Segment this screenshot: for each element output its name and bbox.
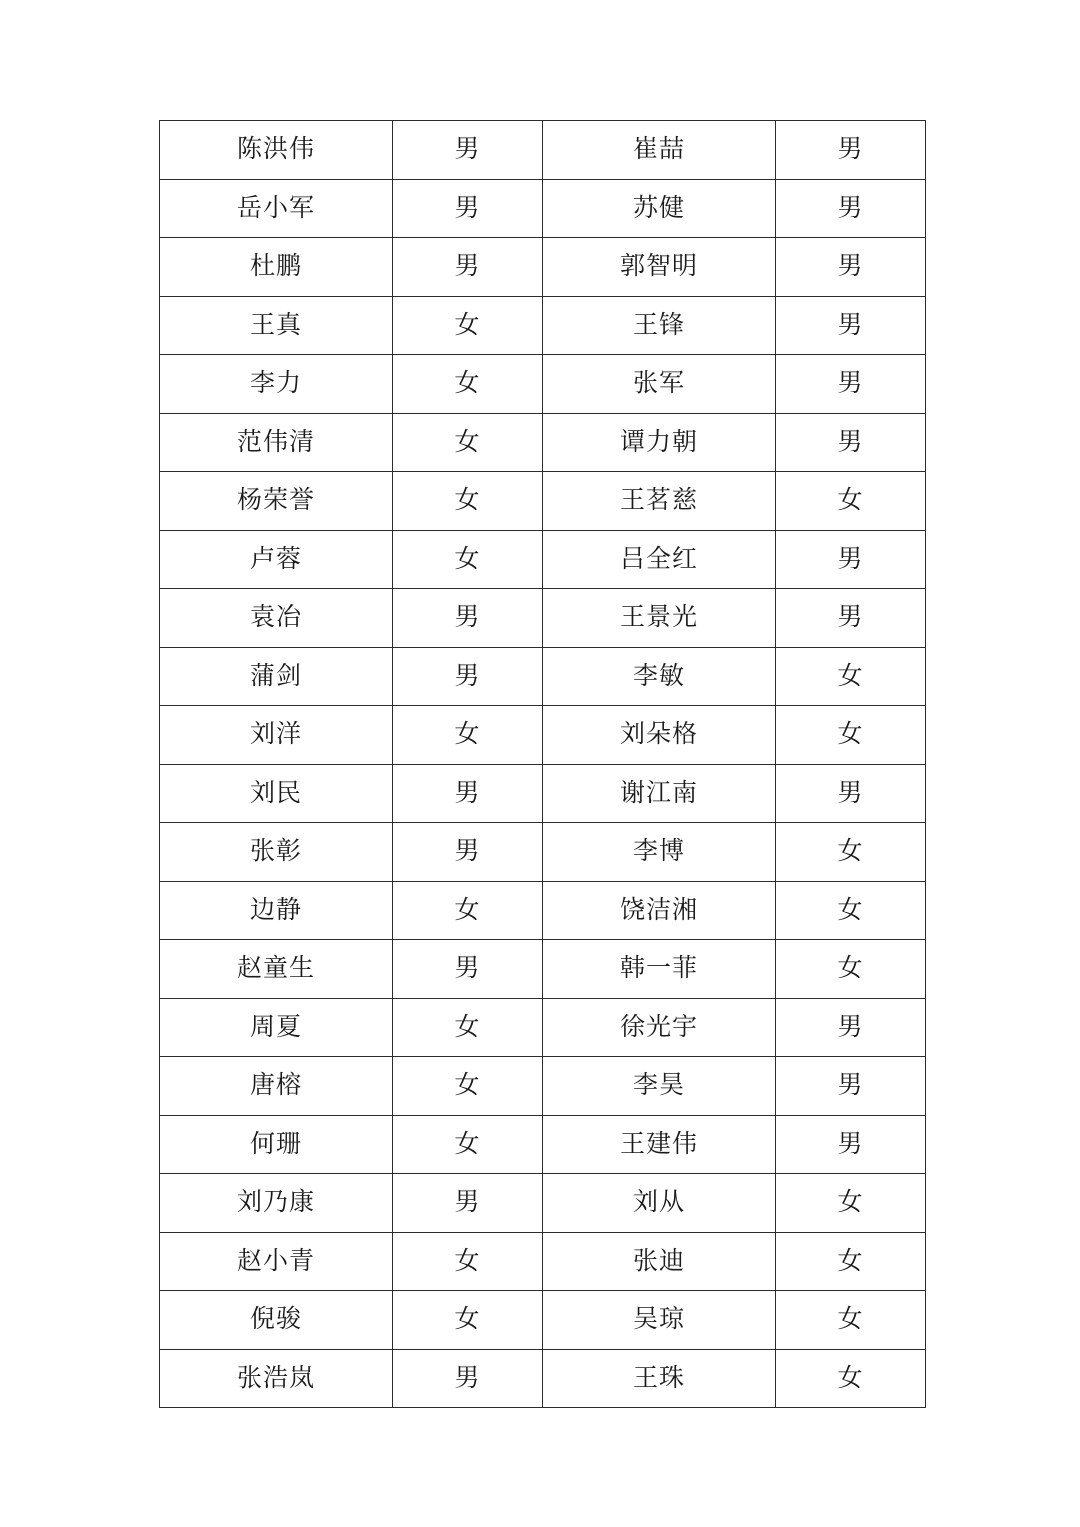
table-row bbox=[160, 1349, 926, 1408]
name-cell: 刘乃康 bbox=[160, 1174, 393, 1233]
name-cell: 王景光 bbox=[543, 589, 776, 648]
gender-cell: 女 bbox=[393, 413, 543, 472]
gender-cell: 女 bbox=[776, 472, 926, 531]
name-cell: 吴琼 bbox=[543, 1291, 776, 1350]
table-row bbox=[160, 940, 926, 999]
name-cell: 刘从 bbox=[543, 1174, 776, 1233]
gender-cell: 女 bbox=[776, 1232, 926, 1291]
gender-cell: 女 bbox=[393, 1291, 543, 1350]
gender-cell: 女 bbox=[393, 530, 543, 589]
gender-cell: 男 bbox=[393, 647, 543, 706]
name-cell: 杨荣誉 bbox=[160, 472, 393, 531]
name-cell: 李博 bbox=[543, 823, 776, 882]
gender-cell: 女 bbox=[776, 823, 926, 882]
name-cell: 周夏 bbox=[160, 998, 393, 1057]
gender-cell: 女 bbox=[393, 296, 543, 355]
table-row bbox=[160, 1057, 926, 1116]
name-cell: 崔喆 bbox=[543, 121, 776, 180]
gender-cell: 男 bbox=[393, 121, 543, 180]
name-cell: 张彰 bbox=[160, 823, 393, 882]
gender-cell: 男 bbox=[776, 1115, 926, 1174]
name-cell: 卢蓉 bbox=[160, 530, 393, 589]
table-row bbox=[160, 530, 926, 589]
name-cell: 袁冶 bbox=[160, 589, 393, 648]
gender-cell: 男 bbox=[776, 296, 926, 355]
name-cell: 郭智明 bbox=[543, 238, 776, 297]
name-cell: 赵童生 bbox=[160, 940, 393, 999]
roster-table-body bbox=[160, 121, 926, 1408]
gender-cell: 男 bbox=[776, 589, 926, 648]
gender-cell: 女 bbox=[776, 881, 926, 940]
gender-cell: 女 bbox=[393, 355, 543, 414]
name-cell: 刘朵格 bbox=[543, 706, 776, 765]
gender-cell: 男 bbox=[776, 238, 926, 297]
name-cell: 苏健 bbox=[543, 179, 776, 238]
table-row bbox=[160, 355, 926, 414]
table-row bbox=[160, 1232, 926, 1291]
gender-cell: 女 bbox=[393, 881, 543, 940]
name-cell: 赵小青 bbox=[160, 1232, 393, 1291]
gender-cell: 女 bbox=[393, 998, 543, 1057]
name-cell: 张军 bbox=[543, 355, 776, 414]
name-cell: 倪骏 bbox=[160, 1291, 393, 1350]
table-row bbox=[160, 472, 926, 531]
table-row bbox=[160, 121, 926, 180]
gender-cell: 男 bbox=[393, 764, 543, 823]
name-cell: 张迪 bbox=[543, 1232, 776, 1291]
gender-cell: 男 bbox=[776, 355, 926, 414]
table-row bbox=[160, 179, 926, 238]
name-cell: 边静 bbox=[160, 881, 393, 940]
gender-cell: 男 bbox=[776, 413, 926, 472]
table-row bbox=[160, 413, 926, 472]
name-cell: 李昊 bbox=[543, 1057, 776, 1116]
gender-cell: 女 bbox=[776, 1174, 926, 1233]
gender-cell: 男 bbox=[393, 823, 543, 882]
table-row bbox=[160, 998, 926, 1057]
gender-cell: 女 bbox=[393, 1232, 543, 1291]
table-row bbox=[160, 764, 926, 823]
table-row bbox=[160, 706, 926, 765]
gender-cell: 女 bbox=[776, 1349, 926, 1408]
table-row bbox=[160, 296, 926, 355]
name-cell: 韩一菲 bbox=[543, 940, 776, 999]
name-cell: 王真 bbox=[160, 296, 393, 355]
gender-cell: 女 bbox=[776, 647, 926, 706]
gender-cell: 女 bbox=[393, 706, 543, 765]
table-row bbox=[160, 647, 926, 706]
gender-cell: 男 bbox=[776, 1057, 926, 1116]
gender-cell: 女 bbox=[776, 1291, 926, 1350]
name-cell: 范伟清 bbox=[160, 413, 393, 472]
gender-cell: 男 bbox=[776, 998, 926, 1057]
name-cell: 刘民 bbox=[160, 764, 393, 823]
name-cell: 吕全红 bbox=[543, 530, 776, 589]
gender-cell: 男 bbox=[776, 764, 926, 823]
gender-cell: 女 bbox=[393, 1115, 543, 1174]
name-cell: 王茗慈 bbox=[543, 472, 776, 531]
gender-cell: 男 bbox=[776, 179, 926, 238]
name-cell: 王锋 bbox=[543, 296, 776, 355]
gender-cell: 男 bbox=[393, 1174, 543, 1233]
name-cell: 王建伟 bbox=[543, 1115, 776, 1174]
name-cell: 蒲剑 bbox=[160, 647, 393, 706]
name-cell: 徐光宇 bbox=[543, 998, 776, 1057]
gender-cell: 男 bbox=[393, 1349, 543, 1408]
gender-cell: 女 bbox=[776, 940, 926, 999]
gender-cell: 男 bbox=[393, 179, 543, 238]
name-cell: 唐榕 bbox=[160, 1057, 393, 1116]
table-row bbox=[160, 1174, 926, 1233]
gender-cell: 男 bbox=[393, 940, 543, 999]
name-cell: 王珠 bbox=[543, 1349, 776, 1408]
gender-cell: 女 bbox=[776, 706, 926, 765]
name-cell: 何珊 bbox=[160, 1115, 393, 1174]
name-cell: 张浩岚 bbox=[160, 1349, 393, 1408]
table-row bbox=[160, 881, 926, 940]
table-row bbox=[160, 589, 926, 648]
name-cell: 岳小军 bbox=[160, 179, 393, 238]
gender-cell: 男 bbox=[393, 238, 543, 297]
table-row bbox=[160, 1115, 926, 1174]
name-cell: 陈洪伟 bbox=[160, 121, 393, 180]
table-row bbox=[160, 823, 926, 882]
name-cell: 饶洁湘 bbox=[543, 881, 776, 940]
name-cell: 刘洋 bbox=[160, 706, 393, 765]
name-cell: 谭力朝 bbox=[543, 413, 776, 472]
table-row bbox=[160, 238, 926, 297]
table-row bbox=[160, 1291, 926, 1350]
gender-cell: 男 bbox=[776, 121, 926, 180]
gender-cell: 女 bbox=[393, 1057, 543, 1116]
gender-cell: 男 bbox=[776, 530, 926, 589]
roster-table-container bbox=[159, 120, 921, 1408]
name-cell: 李敏 bbox=[543, 647, 776, 706]
name-cell: 杜鹏 bbox=[160, 238, 393, 297]
name-cell: 谢江南 bbox=[543, 764, 776, 823]
gender-cell: 女 bbox=[393, 472, 543, 531]
name-cell: 李力 bbox=[160, 355, 393, 414]
gender-cell: 男 bbox=[393, 589, 543, 648]
roster-table bbox=[159, 120, 926, 1408]
